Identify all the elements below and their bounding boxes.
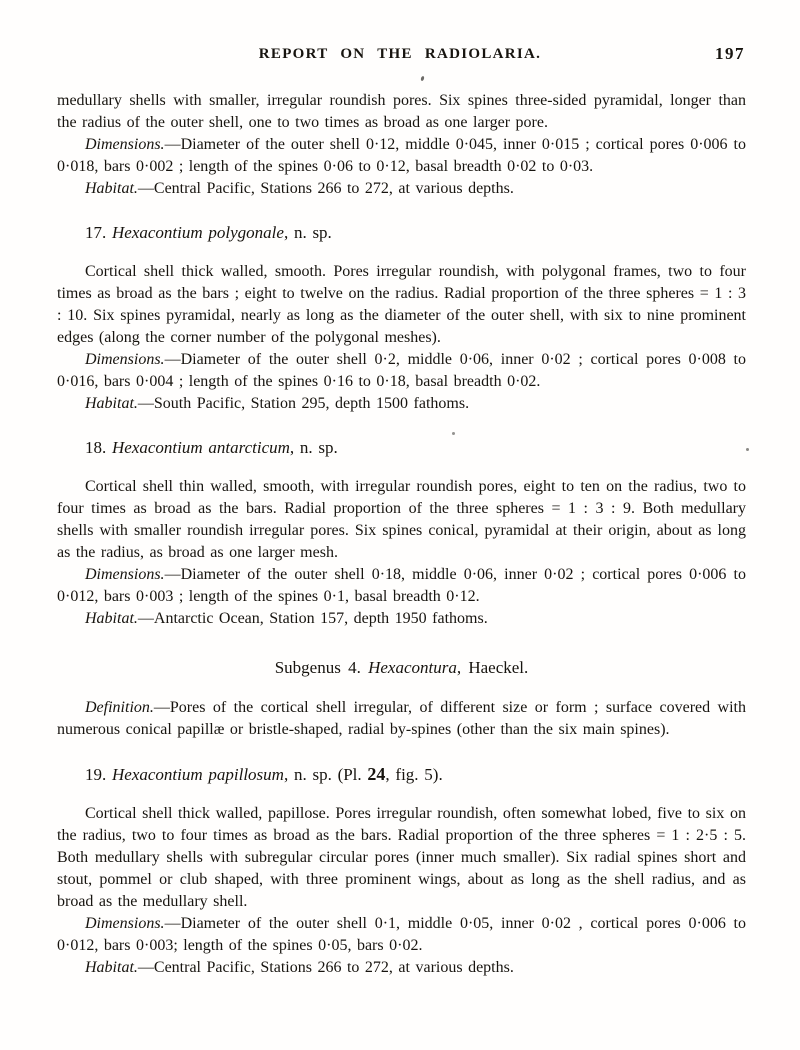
page-header xyxy=(0,0,800,66)
description-paragraph-19: Cortical shell thick walled, papillose. Pores irregular roundish, often somewhat lobed, five to six on the radius, two to four times as broad as the bars. Radial proportion of the three spheres = 1 : 2·5 : 5. Both medullary shells with subregular circular pores (inner much smaller). Six radial spines short and stout, pommel or club shaped, with three prominent wings, about as long as the shell radius, and as broad as the medullary shell. xyxy=(57,805,746,910)
description-paragraph-18: Cortical shell thin walled, smooth, with irregular roundish pores, eight to ten on the radius, two to four times as broad as the bars. Radial proportion of the three spheres = 1 : 3 : 9. Both medullary shells with smaller roundish irregular pores. Six spines conical, pyramidal at their origin, about as long as the radius, as broad as one larger mesh. xyxy=(57,478,746,561)
habitat-paragraph-18: Habitat.—Antarctic Ocean, Station 157, depth 1950 fathoms. xyxy=(85,610,488,627)
paragraph-continuation: medullary shells with smaller, irregular roundish pores. Six spines three-sided pyramidal, longer than the radius of the outer shell, one to two times as broad as one larger pore. xyxy=(57,92,746,131)
page-number: 197 xyxy=(715,44,745,63)
description-paragraph-17: Cortical shell thick walled, smooth. Pores irregular roundish, with polygonal frames, two to four times as broad as the bars ; eight to twelve on the radius. Radial proportion of the three spheres = 1 : 3 : 10. Six spines pyramidal, nearly as long as the diameter of the outer shell, with six to nine prominent edges (along the corner number of the polygonal meshes). xyxy=(57,263,746,346)
dimensions-paragraph-18: Dimensions.—Diameter of the outer shell 0·18, middle 0·06, inner 0·02 ; cortical pores 0·006 to 0·012, bars 0·003 ; length of the spines 0·1, basal breadth 0·12. xyxy=(57,566,746,605)
subgenus-heading: Subgenus 4. Hexacontura, Haeckel. xyxy=(274,658,529,677)
dimensions-paragraph-17: Dimensions.—Diameter of the outer shell 0·2, middle 0·06, inner 0·02 ; cortical pores 0·008 to 0·016, bars 0·004 ; length of the spines 0·16 to 0·18, basal breadth 0·02. xyxy=(57,351,746,390)
species-heading-18: 18. Hexacontium antarcticum, n. sp. xyxy=(85,438,338,457)
dimensions-paragraph-16: Dimensions.—Diameter of the outer shell 0·12, middle 0·045, inner 0·015 ; cortical pores 0·006 to 0·018, bars 0·002 ; length of the spines 0·06 to 0·12, basal breadth 0·02 to 0·03. xyxy=(57,136,746,175)
page-content xyxy=(0,66,800,979)
definition-paragraph: Definition.—Pores of the cortical shell irregular, of different size or form ; surface covered with numerous conical papillæ or bristle-shaped, radial by-spines (other than the six main spines). xyxy=(57,699,746,738)
species-heading-19: 19. Hexacontium papillosum, n. sp. (Pl. 24, fig. 5). xyxy=(85,764,443,784)
habitat-paragraph-16: Habitat.—Central Pacific, Stations 266 to 272, at various depths. xyxy=(85,180,514,197)
dimensions-paragraph-19: Dimensions.—Diameter of the outer shell 0·1, middle 0·05, inner 0·02 , cortical pores 0·006 to 0·012, bars 0·003; length of the spines 0·05, bars 0·02. xyxy=(57,915,746,954)
habitat-paragraph-17: Habitat.—South Pacific, Station 295, depth 1500 fathoms. xyxy=(85,395,470,412)
scan-speck xyxy=(746,448,749,451)
running-header: REPORT ON THE RADIOLARIA. xyxy=(258,46,542,62)
habitat-paragraph-19: Habitat.—Central Pacific, Stations 266 to 272, at various depths. xyxy=(85,959,514,976)
species-heading-17: 17. Hexacontium polygonale, n. sp. xyxy=(85,223,332,242)
scan-speck xyxy=(452,432,455,435)
